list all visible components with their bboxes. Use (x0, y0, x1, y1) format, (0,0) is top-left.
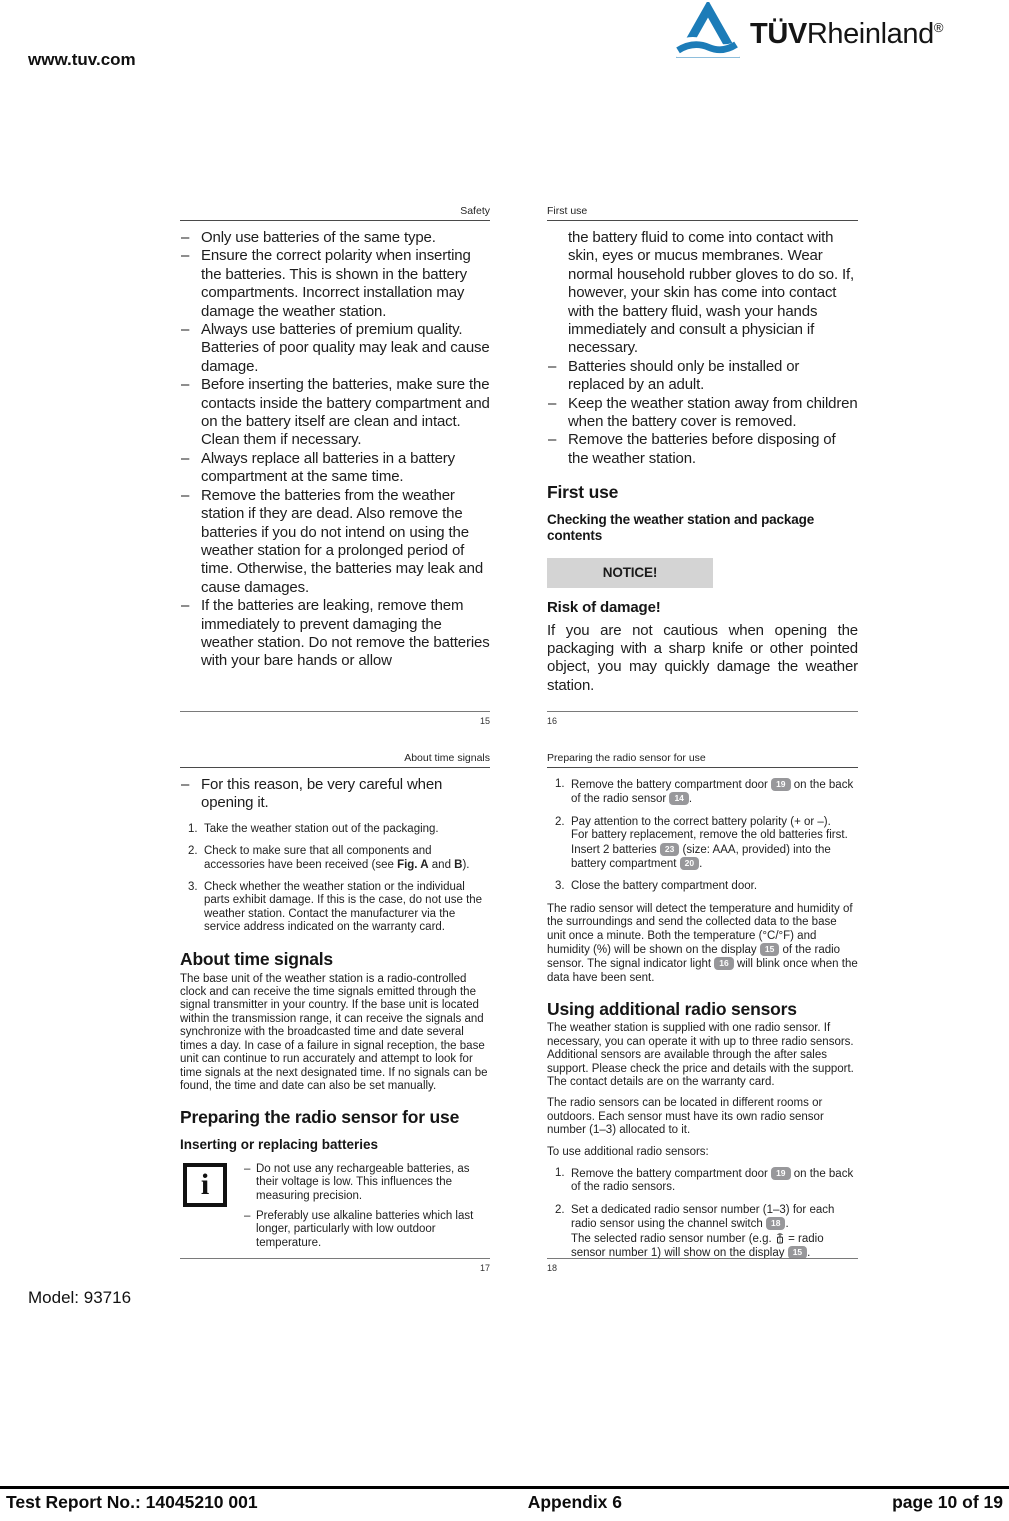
running-header-first-use: First use (547, 205, 858, 221)
svg-text:1: 1 (778, 1237, 782, 1243)
safety-bullet: – Batteries should only be installed or replaced by an adult. (547, 358, 858, 395)
logo-rheinland-text: Rheinland (806, 18, 934, 50)
logo-wordmark (750, 18, 943, 51)
step-item: Check whether the weather station or the individual parts exhibit damage. If this is the case, do not use the weather station. Contact the manufacturer via the service address indicated on the warranty card. (204, 881, 483, 934)
manual-page-18 (547, 752, 858, 1273)
advice-bullet: – Do not use any rechargeable batteries, as their voltage is low. This influences the measuring precision. (244, 1163, 474, 1203)
time-signals-text: The base unit of the weather station is a radio-controlled clock and can receive the time signals emitted through the signal transmitter in your country. If the base unit is located within the transmission range, it can receive the signals and synchronize with the broadcasted time and date several times a day. In case of a failure in signal reception, the base unit can continue to run accurately and attempt to look for time signals at the next designated time. If no signals can be found, the time and date can also be set manually. (180, 972, 488, 1092)
safety-bullet: – Ensure the correct polarity when inserting the batteries. This is shown in the battery compartments. Incorrect installation may damage the weather station. (180, 247, 490, 321)
safety-bullet: – Remove the batteries from the weather station if they are dead. Also remove the batteries if you do not intend on using the weather station for a prolonged period of time. Otherwise, the batteries may leak and cause damages. (180, 487, 490, 597)
subsection-title-inserting-batteries: Inserting or replacing batteries (180, 1137, 379, 1153)
step-item: Take the weather station out of the packaging. (204, 822, 439, 835)
callout-number-badge: 23 (660, 843, 679, 856)
registered-trademark: ® (933, 20, 943, 35)
subsection-title-checking: Checking the weather station and package contents (547, 511, 815, 544)
additional-sensors-text: The weather station is supplied with one radio sensor. If necessary, you can operate it with up to three radio sensors. Additional sensors are available through the after sales support. Please check the price and details with the support. The contact details are on the warranty card. (547, 1022, 854, 1088)
safety-bullet: – Always use batteries of premium quality. Batteries of poor quality may leak and cause damage. (180, 321, 490, 376)
safety-bullet: – If the batteries are leaking, remove them immediately to prevent damaging the weather station. Do not remove the batteries with your bare hands or allow (180, 597, 490, 671)
battery-advice-list (244, 1163, 474, 1257)
manual-page-16 (547, 205, 858, 726)
section-title-additional-sensors: Using additional radio sensors (547, 999, 797, 1020)
callout-number-badge: 19 (771, 1167, 790, 1180)
step-item: Check to make sure that all components and accessories have been received (see Fig. A and B). (204, 845, 470, 871)
safety-bullet: – Keep the weather station away from children when the battery cover is removed. (547, 395, 858, 432)
report-number: Test Report No.: 14045210 001 (6, 1492, 258, 1512)
page-number: 15 (180, 711, 490, 726)
callout-number-badge: 19 (771, 778, 790, 791)
step-item: Close the battery compartment door. (571, 880, 758, 893)
safety-bullet: – Before inserting the batteries, make sure the contacts inside the battery compartment and on the battery itself are clean and intact. Clean them if necessary. (180, 376, 490, 450)
step-item: Remove the battery compartment door 19 on the back of the radio sensor 14 . (571, 779, 854, 806)
advice-bullet: – Preferably use alkaline batteries which last longer, particularly with low outdoor temperature. (244, 1210, 474, 1250)
step-item: Pay attention to the correct battery polarity (+ or –). For battery replacement, remove the old batteries first. Insert 2 batteries 23 (size: AAA, provided) into the battery compartment 20 . (571, 815, 848, 871)
battery-insert-steps (555, 778, 858, 894)
section-title-preparing-sensor: Preparing the radio sensor for use (180, 1107, 460, 1128)
running-header-time-signals: About time signals (180, 752, 490, 768)
tuv-triangle-wave-icon (676, 2, 740, 60)
appendix-label: Appendix 6 (527, 1492, 623, 1512)
step-item: Remove the battery compartment door 19 on the back of the radio sensors. (571, 1167, 854, 1194)
running-header-safety: Safety (180, 205, 490, 221)
logo-tuv-text: TÜV (750, 18, 807, 50)
report-footer (0, 1486, 1009, 1513)
sensor-location-text: The radio sensors can be located in different rooms or outdoors. Each sensor must have its own radio sensor number (1–3) allocated to it. (547, 1097, 824, 1137)
risk-of-damage-text: If you are not cautious when opening the packaging with a sharp knife or other pointed object, you may quickly damage the weather station. (547, 621, 858, 694)
running-header-preparing-sensor: Preparing the radio sensor for use (547, 752, 858, 768)
unpacking-steps (188, 823, 490, 935)
callout-number-badge: 15 (788, 1246, 807, 1259)
model-number: Model: 93716 (28, 1288, 132, 1307)
page-number: 16 (547, 711, 858, 726)
info-icon-glyph: i (200, 1167, 210, 1201)
additional-sensor-steps (555, 1167, 858, 1260)
info-icon (183, 1163, 227, 1207)
callout-number-badge: 14 (669, 792, 688, 805)
callout-number-badge: 18 (766, 1217, 785, 1230)
website-url: www.tuv.com (28, 50, 136, 69)
sensor-behavior-text: The radio sensor will detect the temperature and humidity of the surroundings and send the collected data to the base unit once a minute. Both the temperature (°C/°F) and humidity (%) will be shown on the display 15 of the radio sensor. The signal indicator light 16 will blink once when the data have been sent. (547, 902, 858, 984)
callout-number-badge: 15 (760, 943, 779, 956)
callout-number-badge: 16 (714, 957, 733, 970)
continuation-text: the battery fluid to come into contact with skin, eyes or mucus membranes. Wear normal household rubber gloves to do so. If, however, your skin has come into contact with the battery fluid, wash your hands immediately and consult a physician if necessary. (568, 229, 855, 357)
use-additional-sensors-lead: To use additional radio sensors: (547, 1145, 709, 1158)
manual-page-17 (180, 752, 490, 1273)
safety-bullet: – Always replace all batteries in a battery compartment at the same time. (180, 450, 490, 487)
manual-page-15 (180, 205, 490, 726)
page-number: 17 (180, 1258, 490, 1273)
safety-bullet: – Remove the batteries before disposing of the weather station. (547, 431, 858, 468)
callout-number-badge: 20 (680, 857, 699, 870)
notice-box: NOTICE! (547, 558, 713, 588)
section-title-about-time-signals: About time signals (180, 948, 333, 969)
careful-opening-bullet: – For this reason, be very careful when opening it. (180, 776, 490, 813)
safety-bullet: – Only use batteries of the same type. (180, 229, 490, 247)
info-note (180, 1163, 490, 1257)
page-indicator: page 10 of 19 (892, 1492, 1003, 1512)
radio-sensor-channel-icon (775, 1232, 785, 1246)
page-number: 18 (547, 1258, 858, 1273)
risk-of-damage-title: Risk of damage! (547, 599, 661, 617)
section-title-first-use: First use (547, 482, 619, 503)
tuv-rheinland-logo (676, 2, 943, 60)
step-item: Set a dedicated radio sensor number (1–3) for each radio sensor using the channel switch 18 . The selected radio sensor number (e.g. 1 = radio sensor number 1) will show on the display 15 . (571, 1203, 835, 1259)
